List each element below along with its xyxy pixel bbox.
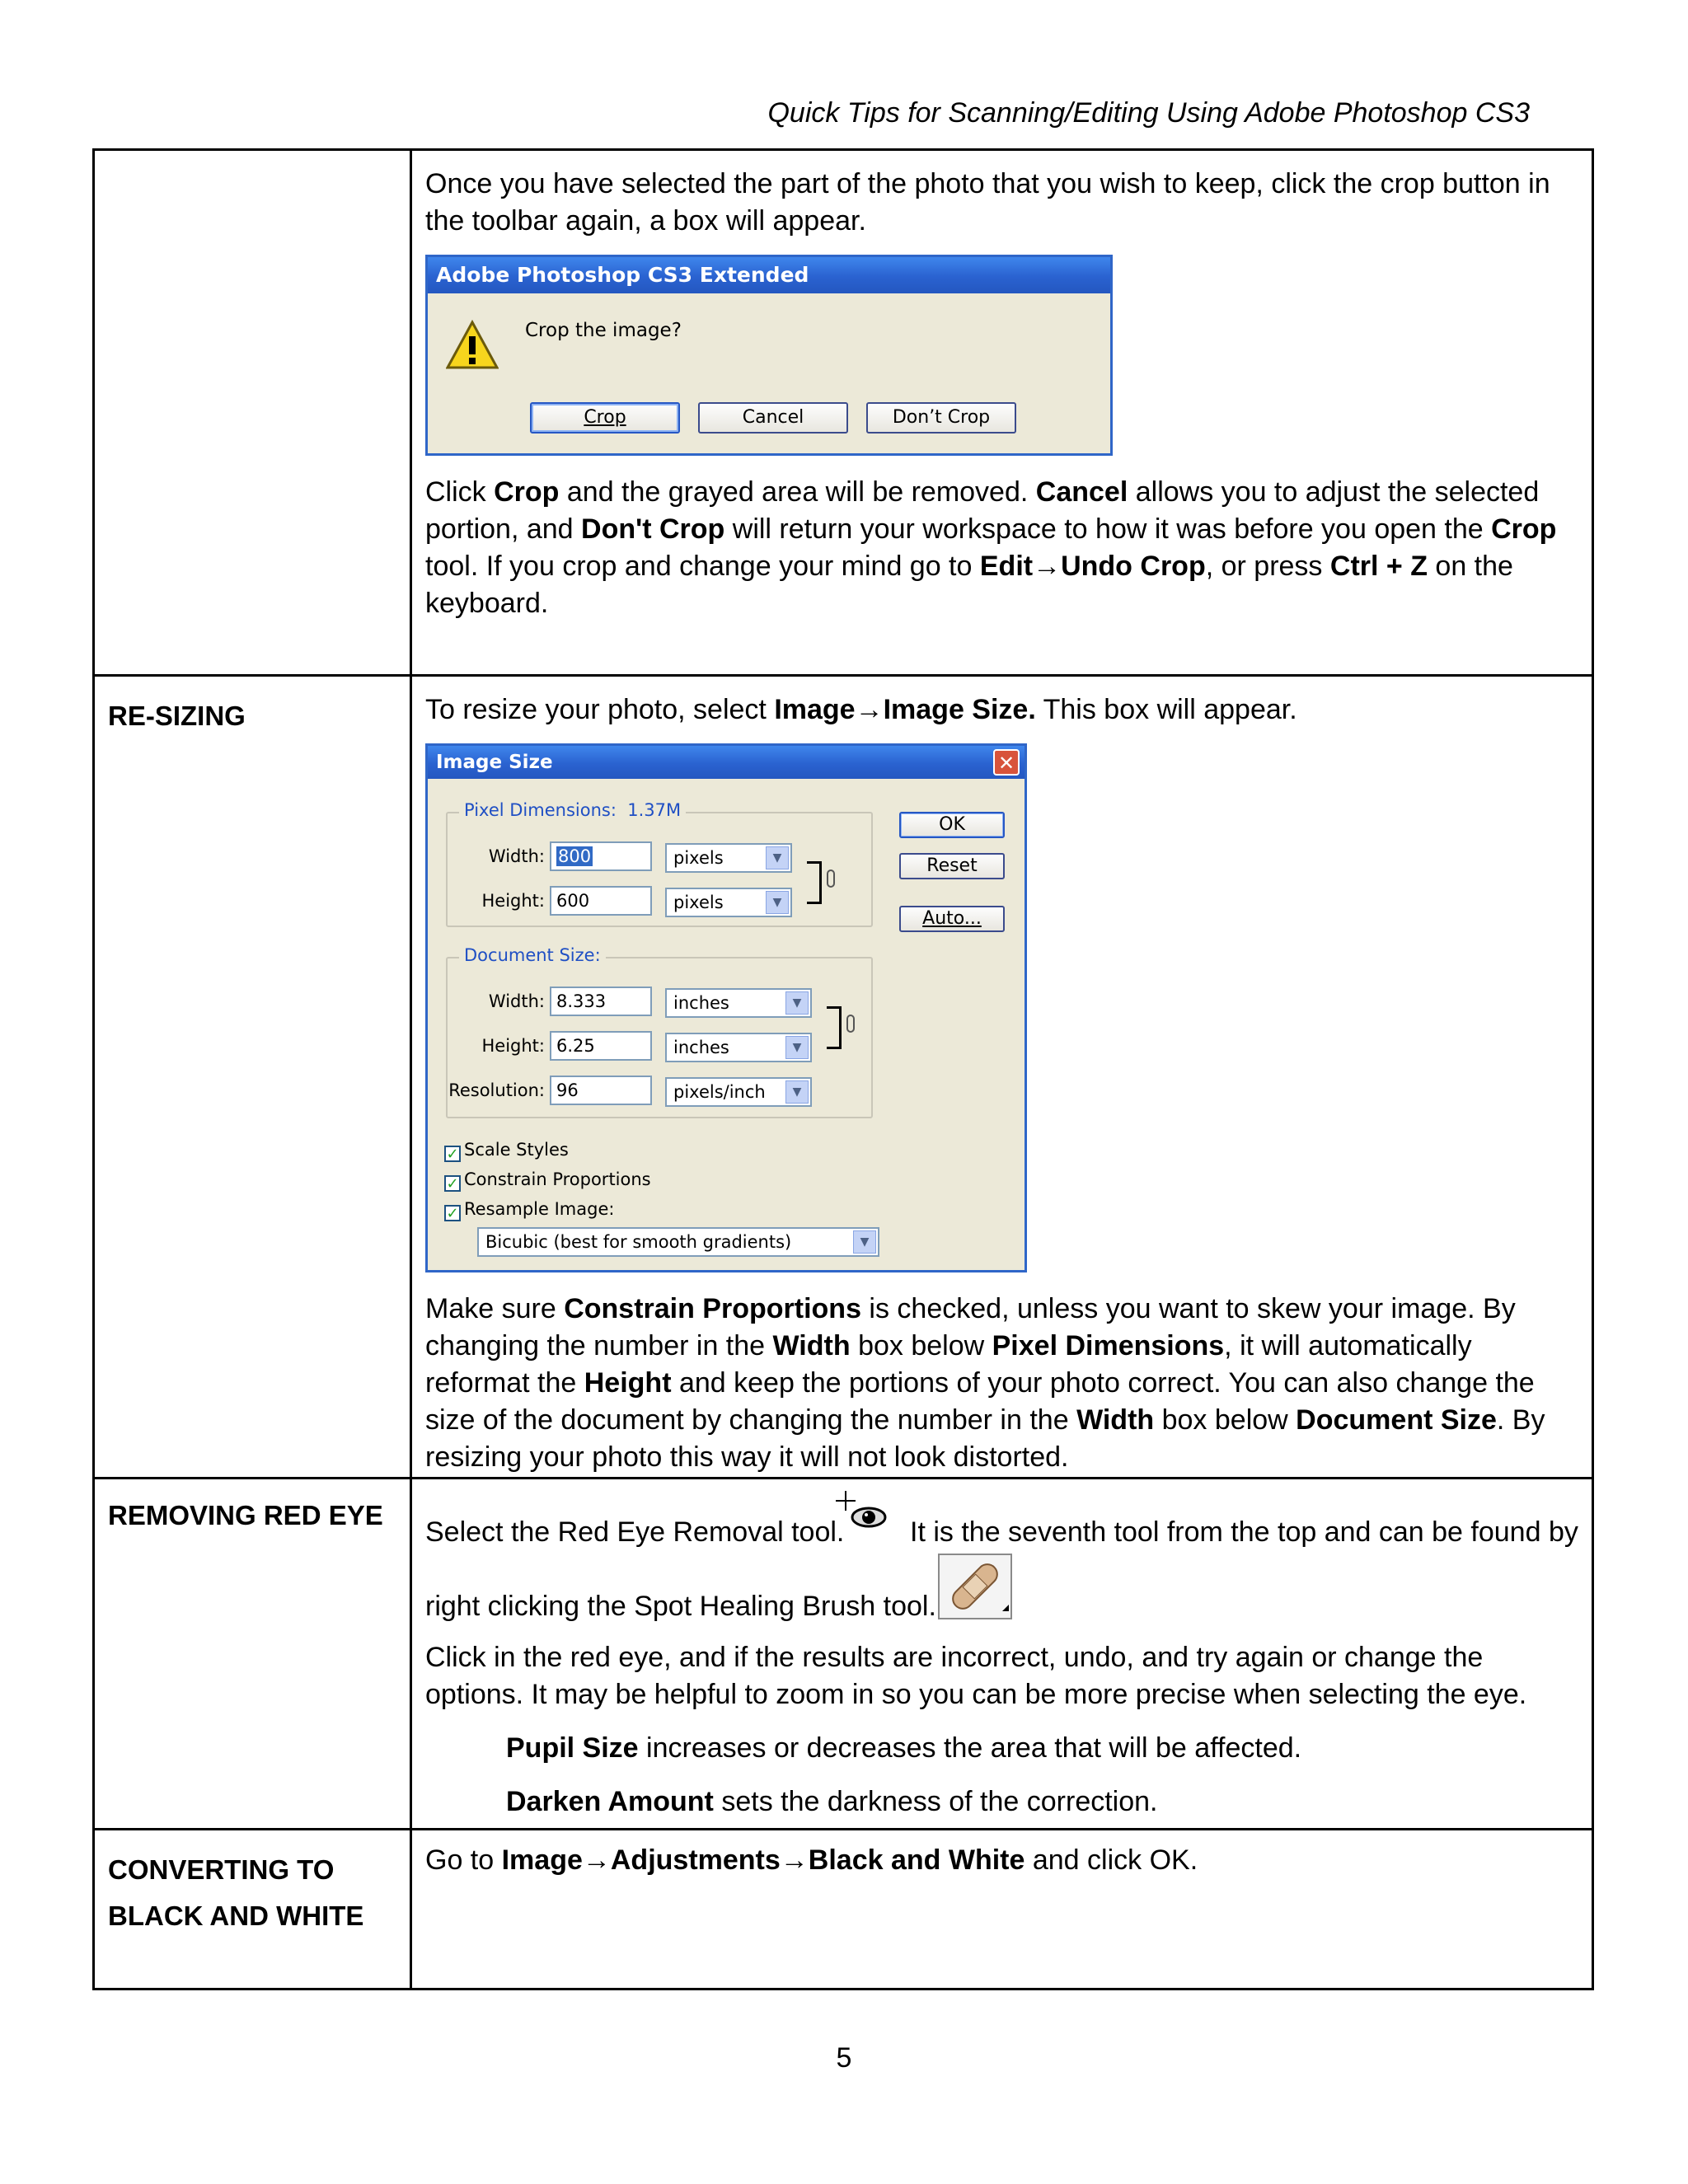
checkmark-icon: ✓ (444, 1205, 461, 1221)
redeye-line2: right clicking the Spot Healing Brush tool. (425, 1591, 936, 1622)
pixel-height-input[interactable]: 600 (550, 886, 652, 916)
image-size-dialog (425, 743, 1027, 1272)
resizing-explanation: Make sure Constrain Proportions is checked, unless you want to skew your image. By changing the number in the Width box below Pixel Dimensions, it will automatically reformat the Height and keep the portions of your photo correct. You can also change the size of the document by changing the number in the Width box below Document Size. By resizing your photo this way it will not look distorted. (425, 1293, 1545, 1473)
redeye-tool-lines (425, 1479, 1578, 1628)
redeye-line1b: It is the seventh tool from the top and can be found by (910, 1516, 1578, 1548)
resample-image-checkbox[interactable]: ✓ Resample Image: (444, 1199, 614, 1221)
chevron-down-icon: ▼ (853, 1230, 876, 1254)
row-label-empty (94, 150, 411, 676)
cancel-button[interactable]: Cancel (698, 402, 848, 434)
reset-button[interactable]: Reset (899, 853, 1005, 879)
row-label-resizing: RE-SIZING (94, 676, 411, 1479)
crop-explanation: Click Crop and the grayed area will be removed. Cancel allows you to adjust the selected portion, and Don't Crop will return your workspace to how it was before you open the Crop tool. If you crop and change your mind go to Edit→Undo Crop, or press Ctrl + Z on the keyboard. (425, 476, 1557, 619)
bw-content (411, 1830, 1593, 1990)
crop-dialog (425, 255, 1113, 456)
ok-button[interactable]: OK (899, 812, 1005, 838)
doc-link-bracket (827, 1006, 842, 1049)
resolution-input[interactable]: 96 (550, 1076, 652, 1105)
pixel-height-unit-select[interactable]: pixels ▼ (665, 888, 792, 917)
doc-height-unit-select[interactable]: inches ▼ (665, 1033, 812, 1062)
darken-amount-note: Darken Amount sets the darkness of the correction. (506, 1786, 1158, 1817)
page-header: Quick Tips for Scanning/Editing Using Adobe Photoshop CS3 (767, 97, 1530, 129)
chevron-down-icon: ▼ (766, 891, 789, 914)
doc-width-label: Width: (488, 991, 545, 1011)
pixel-dimensions-legend: Pixel Dimensions: 1.37M (459, 800, 686, 820)
link-bracket (807, 861, 822, 904)
doc-height-input[interactable]: 6.25 (550, 1031, 652, 1061)
resizing-intro: To resize your photo, select Image→Image Size. This box will appear. (425, 694, 1297, 725)
pupil-size-note: Pupil Size increases or decreases the area that will be affected. (506, 1732, 1302, 1764)
spot-healing-brush-icon (938, 1554, 1012, 1619)
document-size-legend: Document Size: (459, 945, 606, 965)
dont-crop-button[interactable]: Don’t Crop (866, 402, 1016, 434)
resolution-label: Resolution: (448, 1080, 545, 1100)
tips-table (92, 148, 1594, 1990)
checkmark-icon: ✓ (444, 1175, 461, 1192)
bw-label-line1: CONVERTING TO (108, 1854, 335, 1885)
table-row-redeye (94, 1479, 1593, 1830)
doc-width-input[interactable]: 8.333 (550, 987, 652, 1016)
resolution-unit-select[interactable]: pixels/inch ▼ (665, 1077, 812, 1107)
chain-link-icon (827, 869, 835, 888)
warning-icon (446, 320, 499, 371)
checkmark-icon: ✓ (444, 1146, 461, 1162)
height-label: Height: (481, 891, 545, 911)
crop-intro: Once you have selected the part of the photo that you wish to keep, click the crop button in the toolbar again, a box will appear. (425, 168, 1550, 237)
resizing-content (411, 676, 1593, 1479)
doc-height-label: Height: (481, 1036, 545, 1056)
chain-link-icon (846, 1015, 855, 1033)
redeye-content (411, 1479, 1593, 1830)
crop-button[interactable]: Crop (530, 402, 680, 434)
image-size-title: Image Size ✕ (428, 746, 1025, 779)
resample-method-select[interactable]: Bicubic (best for smooth gradients) ▼ (477, 1227, 879, 1257)
bw-label-line2: BLACK AND WHITE (108, 1900, 364, 1931)
table-row-crop (94, 150, 1593, 676)
red-eye-tool-icon (832, 1488, 890, 1539)
crop-dialog-message: Crop the image? (525, 320, 682, 341)
redeye-explanation: Click in the red eye, and if the results are incorrect, undo, and try again or change the options. It may be helpful to zoom in so you can be more precise when selecting the eye. (425, 1642, 1527, 1710)
row-label-redeye: REMOVING RED EYE (94, 1479, 411, 1830)
page-number: 5 (836, 2042, 852, 2074)
auto-button[interactable]: Auto... (899, 906, 1005, 932)
width-label: Width: (488, 846, 545, 866)
row-label-bw (94, 1830, 411, 1990)
chevron-down-icon: ▼ (785, 1080, 809, 1104)
chevron-down-icon: ▼ (785, 1036, 809, 1059)
constrain-proportions-checkbox[interactable]: ✓ Constrain Proportions (444, 1169, 651, 1192)
scale-styles-checkbox[interactable]: ✓ Scale Styles (444, 1140, 569, 1162)
chevron-down-icon: ▼ (785, 991, 809, 1015)
pixel-width-input[interactable]: 800 (550, 841, 652, 871)
redeye-line1a: Select the Red Eye Removal tool. (425, 1516, 845, 1548)
pixel-width-unit-select[interactable]: pixels ▼ (665, 843, 792, 873)
table-row-resizing (94, 676, 1593, 1479)
crop-content (411, 150, 1593, 676)
chevron-down-icon: ▼ (766, 846, 789, 869)
close-icon[interactable]: ✕ (993, 749, 1020, 776)
doc-width-unit-select[interactable]: inches ▼ (665, 988, 812, 1018)
crop-dialog-title: Adobe Photoshop CS3 Extended (428, 257, 1110, 293)
table-row-bw (94, 1830, 1593, 1990)
bw-instruction: Go to Image→Adjustments→Black and White and click OK. (425, 1844, 1198, 1876)
